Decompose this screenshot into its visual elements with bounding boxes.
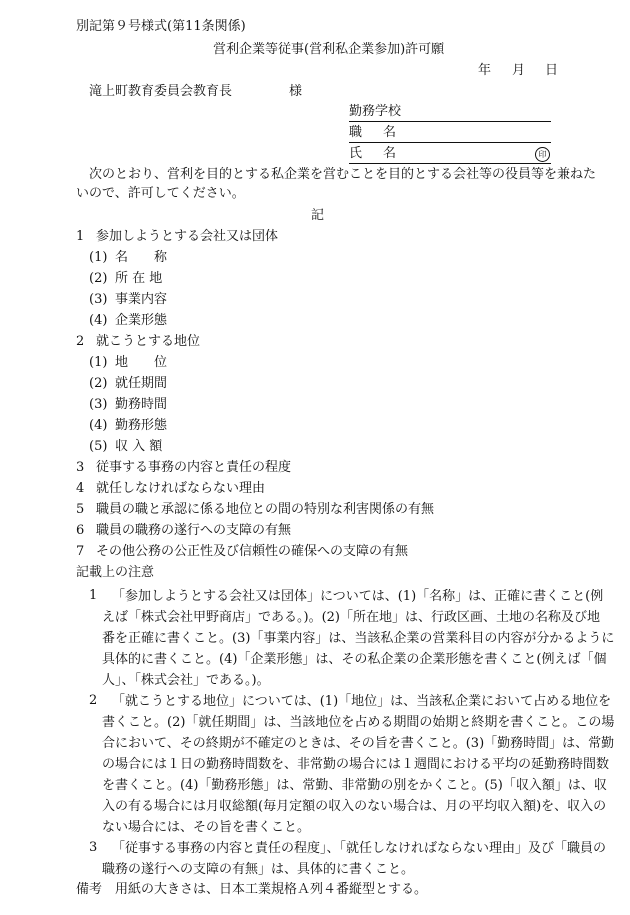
item-7-text: その他公務の公正性及び信頼性の確保への支障の有無	[96, 544, 409, 559]
position-label-1: 職	[349, 125, 363, 140]
note-3-number: 3	[89, 840, 98, 855]
form-label: 別記第９号様式(第11条関係)	[76, 19, 246, 34]
note-1-line-4: 具体的に書くこと。(4)「企業形態」は、その私企業の企業形態を書くこと(例えば「個	[102, 652, 607, 667]
honorific: 様	[289, 84, 303, 99]
item-1-4-number: (4)	[89, 313, 108, 328]
item-2-3-number: (3)	[89, 397, 108, 412]
item-6-text: 職員の職務の遂行への支障の有無	[96, 523, 292, 538]
note-2-line-4: の場合には１日の勤務時間数を、非常勤の場合には１週間における平均の延勤務時間数	[102, 757, 610, 772]
seal-mark: 印	[535, 147, 550, 162]
note-1-line-5: 人」、「株式会社」である。)。	[102, 673, 270, 688]
item-2-1-number: (1)	[89, 355, 108, 370]
date-day: 日	[545, 63, 559, 78]
note-2-line-3: 合において、その終期が不確定のときは、その旨を書くこと。(3)「勤務時間」は、常勤	[102, 736, 615, 751]
position-label-2: 名	[383, 125, 397, 140]
note-2-line-2: 書くこと。(2)「就任期間」は、当該地位を占める期間の始期と終期を書くこと。この場	[102, 715, 615, 730]
note-3-line-2: 職務の遂行への支障の有無」は、具体的に書くこと。	[102, 862, 415, 877]
addressee: 滝上町教育委員会教育長	[89, 84, 233, 99]
name-label-1: 氏	[349, 146, 363, 161]
position-underline	[349, 142, 551, 143]
item-2-3-text: 勤務時間	[115, 397, 168, 412]
item-1-number: 1	[76, 229, 85, 244]
intro-line-2: いので、許可してください。	[76, 186, 245, 201]
remark: 備考 用紙の大きさは、日本工業規格Ａ列４番縦型とする。	[76, 882, 428, 897]
date-year: 年	[478, 63, 492, 78]
note-1-line-1: 「参加しようとする会社又は団体」については、(1)「名称」は、正確に書くこと(例	[112, 589, 604, 604]
item-4-number: 4	[76, 481, 85, 496]
item-2-4-text: 勤務形態	[115, 418, 168, 433]
note-2-number: 2	[89, 693, 98, 708]
intro-line-1: 次のとおり、営利を目的とする私企業を営むことを目的とする会社等の役員等を兼ねた	[89, 167, 597, 182]
item-2-number: 2	[76, 334, 85, 349]
note-1-number: 1	[89, 588, 98, 603]
item-2-5-number: (5)	[89, 439, 108, 454]
item-1-4-text: 企業形態	[115, 313, 168, 328]
item-2-1-text: 地 位	[115, 355, 168, 370]
name-underline	[349, 163, 551, 164]
item-1-3-text: 事業内容	[115, 292, 168, 307]
item-5-number: 5	[76, 502, 85, 517]
item-1-1-number: (1)	[89, 250, 108, 265]
item-2-4-number: (4)	[89, 418, 108, 433]
item-2-2-text: 就任期間	[115, 376, 168, 391]
note-1-line-3: 番を正確に書くこと。(3)「事業内容」は、当該私企業の営業科目の内容が分かるように	[102, 631, 615, 646]
item-1-1-text: 名 称	[115, 250, 168, 265]
note-2-line-7: ない場合には、その旨を書くこと。	[102, 820, 311, 835]
item-7-number: 7	[76, 544, 85, 559]
item-4-text: 就任しなければならない理由	[96, 481, 266, 496]
item-5-text: 職員の職と承認に係る地位との間の特別な利害関係の有無	[96, 502, 435, 517]
item-2-5-text: 収 入 額	[115, 439, 163, 454]
item-2-2-number: (2)	[89, 376, 108, 391]
item-1-text: 参加しようとする会社又は団体	[96, 229, 279, 244]
notes-heading: 記載上の注意	[76, 565, 155, 580]
document-title: 営利企業等従事(営利私企業参加)許可願	[213, 42, 445, 57]
item-3-number: 3	[76, 460, 85, 475]
note-3-line-1: 「従事する事務の内容と責任の程度」、「就任しなければならない理由」及び「職員の	[112, 841, 607, 856]
note-1-line-2: えば「株式会社甲野商店」である。)。(2)「所在地」は、行政区画、土地の名称及び地	[102, 610, 600, 625]
item-6-number: 6	[76, 523, 85, 538]
item-3-text: 従事する事務の内容と責任の程度	[96, 460, 292, 475]
item-2-text: 就こうとする地位	[96, 334, 201, 349]
note-2-line-5: を書くこと。(4)「勤務形態」は、常勤、非常勤の別をかくこと。(5)「収入額」は、収	[102, 778, 607, 793]
item-1-2-number: (2)	[89, 271, 108, 286]
note-2-line-6: 入の有る場合には月収総額(毎月定額の収入のない場合は、月の平均収入額)を、収入の	[102, 799, 607, 814]
ki-mark: 記	[311, 208, 325, 223]
item-1-3-number: (3)	[89, 292, 108, 307]
item-1-2-text: 所 在 地	[115, 271, 163, 286]
note-2-line-1: 「就こうとする地位」については、(1)「地位」は、当該私企業において占める地位を	[112, 694, 612, 709]
school-label: 勤務学校	[349, 104, 402, 119]
school-underline	[349, 121, 551, 122]
date-month: 月	[512, 63, 526, 78]
name-label-2: 名	[383, 146, 397, 161]
